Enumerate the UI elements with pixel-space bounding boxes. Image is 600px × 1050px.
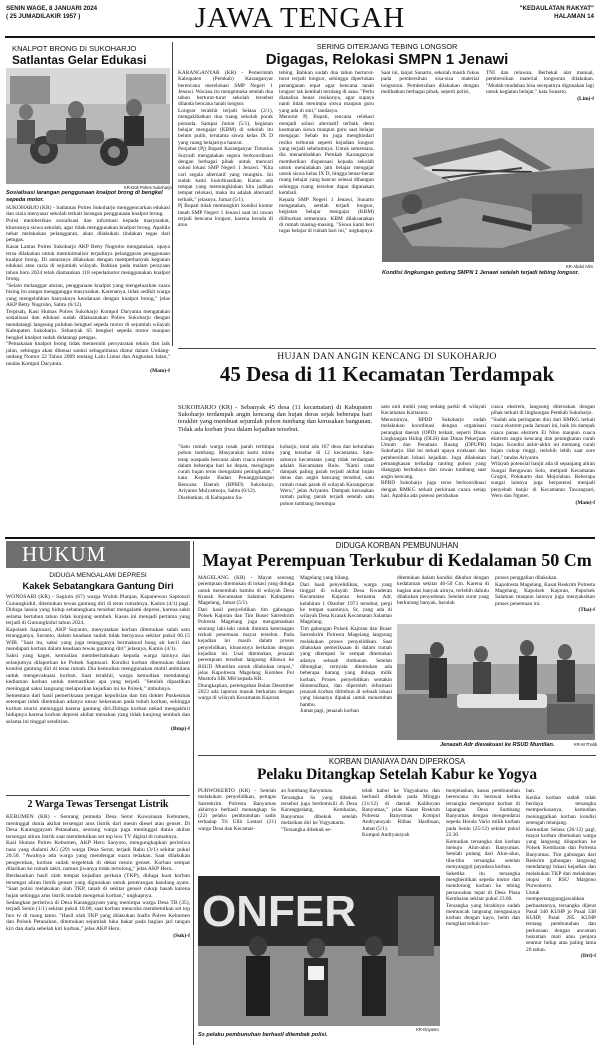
paragraph: cuaca ekstrem, langsung diteruskan dengan pihak terkait di lingkungan Pemkab Sukoharjo.	[491, 404, 595, 417]
paragraph: ban.	[526, 788, 536, 794]
kabur-col-3	[362, 788, 440, 839]
angin-col-1	[178, 444, 274, 501]
section-rule	[5, 537, 595, 539]
section-label: HUKUM	[22, 542, 107, 566]
paragraph: Saksi yang kaget, kemudian memberitahukan kepada warga lainnya dan selanjutnya dilaporkan ke Polsek Saptosari. Kondisi korban ditemukan dalam kondisi gantung diri di teras rumah. Dia kemudian menggunakan mobil ambulans untuk mengevakuasi korban. Saat terakhir, warga kemudian mendatangi kediaman korban untuk memastikan apa yang terjadi. "Setelah dipastikan meninggal saksi langsung melaporkan kejadian ini ke Polsek," imbuhnya.	[6, 653, 190, 692]
photo-caption: Sosialisasi larangan penggunaan knalpot brong di bengkel sepeda motor.	[6, 190, 163, 203]
paragraph: Kepala SMP Negeri 1 Jenawi, Sunarto mengatakan, setelah terjadi longsor, kegiatan belajar mengajar (KBM) diliburkan sementara. KBM dilaksanakan di rumah masing-masing. "Siswa kami beri tugas belajar di rumah hari ini," ungkapnya.	[279, 196, 374, 235]
column-divider	[172, 42, 173, 346]
paragraph: Kompol Andryansyah	[362, 832, 410, 839]
article-kicker: SERING DITERJANG TEBING LONGSOR	[316, 42, 458, 51]
paragraph: SUKOHARJO (KR) - Satlantas Polres Sukoharjo menggencarkan edukasi dan razia menyasar sekolah terkait larangan penggunaan knalpot brong.	[6, 205, 170, 218]
section-divider	[6, 795, 190, 796]
paragraph: Berdasarkan hasil olah tempat kejadian perkara (TKP), diduga kuat korban tersengat aliran listrik genset yang digunakan untuk penerangan kandang ayam. "Saat polisi melakukan olah TKP, tanah di sekitar genset cukup basah karena hujan sehingga arus listrik mudah mengenai korban," ungkapnya.	[6, 873, 190, 899]
mayat-col-3	[397, 575, 489, 607]
paragraph: KARANGANYAR (KR) - Pemerintah Kabupaten (Pemkab) Karanganyar berencana merelokasi SMP Negeri 1 Jenawi. Wacana itu mengemuka setelah dua tahun berturut-turut sekolah tersebut dilanda bencana tanah longsor.	[178, 70, 273, 108]
knalpot-body	[6, 205, 170, 374]
author-sign: (Mam)-f	[150, 367, 170, 374]
smpn-col-1	[178, 70, 273, 229]
author-sign: (Dri)-f	[581, 953, 596, 960]
paragraph: "Satu rumah warga rusak parah tertimpa pohon tumbang. Masyarakat kami minta tetap waspada bencana alam cuaca ekstrem dalam beberapa hari ke depan, mengingat curah hujan terus mengalami peningkatan," kata Kepala Badan Penanggulangan Bencana Daerah (BPBD) Sukoharjo, Ariyanto Mulyatmojo, Sabtu (6/12).	[178, 444, 274, 495]
paragraph: PURWOKERTO (KR) - Setelah melakukan penyelidikan, petugas Satreskrim Polresta Banyumas akhirnya berhasil menangkap Ss (22) pelaku pembunuhan sadis terhadap Tri Ulih Lestari (21) warga Desa dan Kecamat-	[198, 788, 276, 832]
smpn-photo	[382, 128, 594, 262]
author-sign: (Suk)-f	[173, 932, 190, 939]
author-sign: (Tha)-f	[578, 607, 595, 614]
smpn-col-2	[279, 70, 374, 235]
page-number: HALAMAN 14	[554, 13, 594, 20]
photo-credit: KR-Driyanto	[416, 1027, 439, 1032]
angin-col-2	[280, 444, 374, 507]
paragraph: proses penggalian dilakukan.	[495, 575, 558, 581]
angin-col-4	[491, 404, 595, 506]
paragraph: TNI dan relawan. Berbekal alat manual, pembersihan material longsoran dilakukan. "Mudah-mudahan bisa secepatnya digunakan lagi untuk kegiatan belajar," kata Sunarto.	[486, 70, 594, 95]
photo-caption: Kondisi lingkungan gedung SMPN 1 Jenawi setelah terjadi tebing longsor.	[382, 270, 580, 276]
photo-credit: KR-Dok Polres Sukoharjo	[124, 185, 172, 190]
paragraph: Tim gabungan Polsek Kajoran dan Buser Satreskrim Polresta Magelang langsung melakukan proses penyelidikan. Saat dilakukan pemeriksaan di dalam rumah yang ditempati Sr sempat ditemukan adanya sebuah timbunan. Setelah dibongkar, ternyata ditemukan ada beberapa barang yang diduga milik korban. Proses penyelidikan semakin diintensifkan, dan diperoleh informasi jenazah korban ditimbun di sebuah lokasi yang biasanya dipakai untuk menembun bambu.	[300, 626, 392, 708]
paragraph: Tersangka yang birahinya sudah memuncak langsung menganiaya korban dengan kayu, helm dan mengikat tubuh kor-	[446, 902, 520, 928]
paragraph: Longsor terakhir terjadi Selasa (2/1), mengakibatkan dua ruang sekolah porak poranda. Sampai Jumat (5/1), kegiatan belajar mengajar (KBM) di sekolah itu belum pulih, terutama siswa kelas IX D yang ruang belajarnya hancur.	[178, 108, 273, 146]
article-headline: 45 Desa di 11 Kecamatan Terdampak	[219, 362, 555, 386]
article-headline: Pelaku Ditangkap Setelah Kabur ke Yogya	[256, 766, 538, 783]
mayat-col-4	[495, 575, 595, 614]
author-sign: (Mam)-f	[575, 499, 595, 506]
paragraph: Saat ini, lanjut Sunarto, sekolah masih fokus pada pembersihan sisa-sisa material longsoran. Pembersihan dilakukan dengan melibatkan berbagai pihak, seperti polisi,	[381, 70, 479, 95]
paragraph: Diungkapkan, pertengahan Bulan Desember 2023 ada laporan masuk berkaitan dengan warga di wilayah Kecamatan Kajoran	[198, 682, 294, 702]
paragraph: koharjo, total ada 167 desa dan kelurahan yang tersebar di 12 kecamatan. Satu-satunya kecamatan yang tidak terdampak adalah Kecamatan Bulu. "Kami catat dampak paling parah terjadi akibat hujan deras dan angin kencang tersebut, satu rumah rusak parah di wilayah Karanganyar Weru," jelas Ariyanto. Dampak kerusakan rumah paling parah terjadi setelah satu pohon tumbang menimpa	[280, 444, 374, 507]
paragraph: Magelang yang hilang.	[300, 575, 350, 581]
paragraph: Ketika korban sudah tidak berdaya tersangka memperkosanya, kemudian meninggalkan korban kondisi setengah telanjang.	[526, 794, 596, 826]
author-sign: (Lim)-f	[577, 95, 594, 102]
paragraph: "Pemakaian knalpot brong tidak memenuhi persyaratan teknis dan laik jalan, sehingga akan dikenai sanksi sebagaimana diatur dalam Undang-undang Nomor 22 Tahun 2009 tentang Lalu Lintas dan Angkutan Jalan," tandas Kompol Daryanta.	[6, 341, 170, 367]
kabur-photo	[198, 876, 440, 1026]
article-kicker: HUJAN DAN ANGIN KENCANG DI SUKOHARJO	[277, 351, 497, 362]
paragraph: Wilayah potensial banjir ada di sepanjang aliran Sungai Bengawan Solo, meliputi Kecamatan Grogol, Polokarto dan Mojolaban. Beberapa sungai lainnya juga berpotensi menjadi penyebab banjir di Kecamatan Tawangsari, Weru dan Nguter.	[491, 461, 595, 499]
paragraph: Dari hasil penyelidikan tim gabungan Polsek Kajoran dan Tim Buser Satreskrim Polresta Magelang juga mengamankan seorang laki-laki untuk diminta keterangan terkait penemuan mayat tersebut. Pada kejadian ini masih dalam proses penyelidikan, khususnya berkaitan dengan kejadian ini. Usai ditemukan, jenazah perempuan tersebut langsung dibawa ke RSUD Muntilan untuk dilakukan otopsi," jelas Kapolresta Magelang Kombes Pol Mustofa SIK MH kepada KR.	[198, 606, 294, 683]
paragraph: Penjabat (Pj) Bupati Karanganyar Timotius Suryadi mengatakan segera berkoordinasi dengan berbagai pihak untuk mencari solusi lokasi SMP Negeri 1 Jenawi. "Kita cari segala alternatif yang mungkin. Ini sudah kami koordinasikan. Kalau ada tempat yang memungkinkan kita jadikan tempat relokasi, maka itu adalah alternatif terbaik," jelasnya, Jumat (5/1).	[178, 146, 273, 203]
masthead-title: JAWA TENGAH	[194, 2, 406, 34]
svg-text:ONFER: ONFER	[202, 887, 356, 936]
article-headline: 2 Warga Tewas Tersengat Listrik	[27, 799, 169, 810]
mayat-article-head	[198, 541, 596, 571]
paragraph: Sementara dari hasil pemeriksaan petugas kepolisian dan tim dokter Puskesmas setempat tidak ditemukan adanya unsur kekerasan pada tubuh korban, sehingga korban murni meninggal karena gantung diri.Diduga korban nekad mengakhiri hidupnya karena korban depresi akibat menahan yang tidak kunjung sembuh dan selama ini tinggal sendirian.	[6, 692, 190, 725]
article-kicker: KNALPOT BRONG DI SUKOHARJO	[12, 44, 137, 53]
photo-credit: KR-M Tholib	[574, 742, 598, 747]
paragraph: Seketika itu tersangka menghentikan sepeda motor dan mendorong korban ke tebing persawahan tepat di Desa Piasa Kembaran sekitar pukul 23.00.	[446, 870, 520, 902]
paragraph: Kasat Lantas Polres Sukoharjo AKP Betty Nugroho mengatakan, upaya tersa dilakukan untuk meminimalisir terjadinya pelanggaran penggunaan knalpot brong. Di antaranya dilakukan dengan memperbanyak kegiatan edukasi atau razia di sejumlah wilayah. Bahkan pada malam perayaan tahun baru 2024 telah diamankan 118 sepedamotor menggunakan knalpot brong.	[6, 244, 170, 283]
angin-col-3	[381, 404, 486, 500]
article-kicker: DIDUGA MENGALAMI DEPRESI	[49, 572, 147, 579]
hukum-section-banner	[6, 541, 190, 568]
mayat-col-1	[198, 575, 294, 702]
article-headline: Digagas, Relokasi SMPN 1 Jenawi	[265, 51, 509, 68]
edition-date: SENIN WAGE, 8 JANUARI 2024	[6, 5, 98, 12]
header-date-block	[6, 5, 97, 21]
paragraph: Disebutkan, di Kabupaten Su-	[178, 494, 243, 501]
hijri-date: ( 25 JUMADILAKIR 1957 )	[6, 13, 81, 20]
paragraph: "Selain melanggar aturan, penggunaan knalpot yang mengeluarkan suara bising itu sangat mengganggu masyarakat. Karenanya, tidak sedikit warga yang mengeluhkan banyaknya kendaraan dengan knalpot brong," jelas AKP Betty Nugroho, Sabtu (6/12).	[6, 283, 170, 309]
paragraph: Untuk mempertanggungjawabkan perbuatannya, tersangka dijerat Pasal 340 KUHP jo Pasal 338 KUHP, Pasal 285 KUHP tentang pembunuhan dan perkosaan dengan ancaman hukuman mati atau penjara seumur hidup atau paling lama 20 tahun.	[526, 889, 596, 953]
masthead-rule	[5, 36, 595, 38]
knalpot-photo	[6, 68, 170, 184]
paragraph: Dari hasil penyelidikan, warga yang tinggal di wilayah Desa Kwaderan Kecamatan Kajoran bernama Adr, kelahiran 1 Oktober 1973 tersebut, pergi ke tempat suaminya, Sr, yang ada di wilayah Desa Krasak Kecamatan Salaman Magelang.	[300, 581, 392, 626]
paragraph: Kapolsek Saptosari, AKP Suyanto, menyatakan korban ditemukan salah satu tetangganya, Suranto, dalam keadaan sudah tidak bernyawa sekitar pukul 06.15 WIB. "Saat itu, saksi yang juga tetangganya bermaksud hung air kecil dan mendapati korban dalam keadaan tewas gantung diri" jelasnya, Kamis (4/1).	[6, 626, 190, 653]
angin-lead: SUKOHARJO (KR) - Sebanyak 45 desa (11 kecamatan) di Kabupaten Sukoharjo terdampak angin kencang dan hujan deras sejak beberapa hari terakhir yang membuat sejumlah pohon tumbang dan kerusakan bangunan. Tidak ada korban jiwa dalam kejadian tersebut.	[178, 404, 372, 433]
article-headline: Satlantas Gelar Edukasi	[12, 53, 147, 67]
photo-credit: KR-Abdul Alim	[566, 264, 593, 269]
paragraph: Terpisah, Kasi Humas Polres Sukoharjo Kompol Daryanta mengatakan sosialisasi dan edukasi sudah dilaksanakan Polres Sukoharjo dengan mendatangi langsung puluhan bengkel sepeda motor di sejumlah wilayah Kabupaten Sukoharjo. Sebanyak 65 bengkel sepeda motor maupun bengkel knalpot sudah didatangi petugas.	[6, 309, 170, 341]
smpn-article-head	[178, 42, 596, 68]
listrik-body	[6, 814, 190, 939]
kabur-col-5	[526, 788, 596, 960]
paragraph: Polisi memberikan sosialisasi dan informasi kepada masyarakat, khususnya siswa sekolah, agar tidak menggunakan knalpot brong. Apabila nekat melakukan pelanggaran, akan dilakukan tindakan tegas dari petugas.	[6, 218, 170, 244]
kakek-article-head	[6, 572, 190, 591]
article-headline: Mayat Perempuan Terkubur di Kedalaman 50 Cm	[202, 550, 592, 570]
paragraph: Kemudian tersangka dan korban menuju Alun-alun Banyumas. Setelah pulang dari Alun-alun, tiba-tiba tersangka setelah menyanggol payudara korban.	[446, 838, 520, 870]
paragraph: "Tersangka dibekuk se-	[281, 826, 332, 833]
photo-caption: Jenazah Adr dievakuasi ke RSUD Muntilan.	[440, 742, 555, 748]
author-sign: (Bmp)-f	[171, 725, 190, 732]
photo-caption: Ss pelaku pembunuhan berhasil ditembak polisi.	[198, 1032, 328, 1038]
paragraph: telah kabur ke Yogyakarta dan berhasil dibekuk pada Minggu (31/12) di daerah Kaliboyan Banyumas," jelas Kasat Reskrim Polresta Banyumas Kompol Andryansyah Rithas Hasibuan, Jumat (5/1).	[362, 788, 440, 832]
paragraph: Menurutnya, BPBD Sukoharjo sudah melakukan koordinasi dengan organisasi perangkat daerah (OPD) terkait, seperti Dinas Lingkungan Hidup (DLH) dan Dinas Pekerjaan Umum dan Penataan Ruang (DPUPR) Sukoharjo. Hal ini terkait upaya evakuasi dan pembersihan lokasi kejadian. Juga dilakukan pemangkasan terhadap ranting pohon yang dianggap berbahaya dan rawan tumbang saat angin kencang.	[381, 416, 486, 480]
paragraph: MAGELANG (KR) - Mayat seorang perempuan ditemukan di lokasi yang diduga untuk menembuh bambu di wilayah Desa Krasak Kecamatan Salaman Kabupaten Magelang, Jumat (5/1).	[198, 575, 294, 607]
paragraph: Kapolresta Magelang, Kasat Reskrim Polresta Magelang, Kapolsek Kajoran, Papolsek Salaman maupun lainnya juga menyaksikan proses penemuan ini.	[495, 581, 595, 607]
paragraph: an Sumbang Banyumas.	[281, 788, 334, 794]
mayat-col-2	[300, 575, 392, 715]
kabur-col-4	[446, 788, 520, 928]
article-headline: Kakek Sebatangkara Gantung Diri	[22, 580, 174, 591]
paragraph: BPBD Sukoharjo juga terus berkoordinasi dengan BMKG terkait perkiraan cuaca setiap hari. Apabila ada potensi perubahan	[381, 480, 486, 499]
kabur-col-2	[281, 788, 357, 833]
paragraph: Kasi Humas Polres Kebumen, AKP Heru Sanyoto, mengungkapkan peristiwa naas yang dialami AG (29) warga Desa Serut, terjadi Rabu (3/1) sekitar pukul 20.50. "Awalnya ada warga yang mendengar suara ledakan. Saat dilakukan pengecekan, korban sudah tergeletak di dekat mesin genset. Korban sempat dilarikan ke rumah sakit, namun jiwanya tidak tertolong," jelas AKP Heru.	[6, 840, 190, 873]
paragraph: Menurut Pj Bupati, rencana relokasi menjadi solusi alternatif terbaik demi keamanan siswa maupun guru saat belajar mengajar. Sebab itu juga menghindari resiko terburuk seperti kejadian longsor yang terjadi sebelumnya. Untuk sementara, dia menambahkan Pemkab Karanganyar memberikan dispensasi kepada sekolah untuk meniadakan jam belajar mengajar untuk siswa kelas IX D, hingga benar-benar ruang belajar yang hancur selesai dibangun sehingga ruang tersebut dapat digunakan kembali.	[279, 114, 374, 197]
smpn-col-3	[381, 70, 479, 96]
smpn-col-4	[486, 70, 594, 102]
paragraph: Sedangkan peristiwa di Desa Karanggayam yang menimpa warga Desa TB (35), terjadi Senin (1/1) sekitar pukul 10.00, saat korban mencoba membetulkan set top box tv di ruang tamu. "Hasil olah TKP yang dilakukan Inafis Polres Kebumen dan Polsek Petanahan, ditemukan sejumlah luka bakar pada bagian jari tangan kiri dan dada sebelah kiri korban," jelas AKP Heru.	[6, 899, 190, 932]
paragraph: ditemukan dalam kondisi dikubur dengan kedalaman sekitar 40-50 Cm. Karena di bagian atas banyak airnya, terlebih dahulu dilakukan penyedotan. Setelah surut yang berkurang banyak, barulah	[397, 575, 489, 607]
paragraph: menjelaskan, kasus pembunuhan berencana itu berawal ketika tersangka menjemput korban di lapangan Desa Sumbang Banyumas dengan mengendarai sepeda Honda Vario milik korban pada Senin (25/12) sekitar pukul 22.30.	[446, 788, 520, 839]
kabur-col-1	[198, 788, 276, 832]
paragraph: Jumat pagi, jenazah korban	[300, 708, 359, 715]
kakek-body	[6, 594, 190, 732]
mayat-photo	[397, 624, 595, 740]
newspaper-slogan: "KEDAULATAN RAKYAT"	[519, 5, 594, 12]
paragraph: WONOSARI (KR) - Saginin (67) warga Wuluh Planjan, Kapanewon Saptosari Gunungkidul, ditemukan tewas gantung diri di teras rumahnya, Kamis (4/1) pagi. Diduga lansia yang hidup sebatangkara tersebut mengalami depresi, karena sakit selama bertahun tahun tidak kunjung sembuh. Kasus ini menjadi pertama yang terjadi di Gunungkidul tahun 2024.	[6, 594, 190, 626]
paragraph: "Sudah ada peringatan dini dari BMKG terkait cuaca ekstrem pada Januari ini, baik itu dampak cuaca panas ekstrem El Nino maupun cuaca ekstrem angin kencang dan peningkatan curah hujan. Kondisi akhir-akhir ini memang curah hujan cukup tinggi, terlebih lebih saat sore hari," tandas Ariyanto.	[491, 416, 595, 461]
paragraph: KEBUMEN (KR) - Seorang pemuda Desa Serut Kuwarasan Kebumen, meninggal dunia akibat tersengat arus listrik dari mesin diesel atau genset. Di Desa Karanggayam Petanahan, seorang warga juga meninggal dunia akibat tersengat aliran listrik saat membetulkan set top box TV digital di rumahnya.	[6, 814, 190, 840]
paragraph: Tersangka Ss yang dibekuk tersebut juga berdomisili di Desa Karanggedang, Kembaran, Banyumas dibekuk setelah melarikan diri ke Yogyakarta.	[281, 794, 357, 826]
paragraph: Kemudian Selasa (26/12) pagi, mayat korban ditemukan warga yang langsung dilaporkan ke Polsek Kembaran dan Polresta Banyumas. Tim gabungan dari Reskrim gabungan langsung mendatangi lokasi kejadian dan melakukan TKP dan melakukan otopsi di RSU Margono Purwokerto.	[526, 826, 596, 890]
column-divider	[193, 541, 194, 1045]
knalpot-article	[6, 44, 166, 67]
section-divider	[178, 348, 596, 349]
paragraph: satu unit mobil yang sedang parkir di wilayah Kecamatan Kartasura.	[381, 404, 486, 417]
paragraph: Pj Bupati tidak memungkiri kondisi kontur tanah SMP Negeri 1 Jenawi saat ini rawan terjadi bencana longsor, karena berada di area	[178, 203, 273, 229]
article-kicker: KORBAN DIANIAYA DAN DIPERKOSA	[328, 757, 466, 766]
angin-article-head	[178, 351, 596, 386]
paragraph: tebing. Bahkan sudah dua tahun berturut-turut terjadi longsor, sehingga diperlukan penanganan tepat agar bencana tanah longsor tak kembali terulang di sana. "Perlu dianalisa benar resikonya, agar supaya nanti tidak menimpa siswa maupun guru yang ada di sini," tandasya.	[279, 70, 374, 114]
kabur-article-head	[198, 757, 596, 784]
header-page-block	[520, 5, 594, 21]
section-divider	[198, 755, 596, 756]
article-kicker: DIDUGA KORBAN PEMBUNUHAN	[335, 541, 459, 550]
